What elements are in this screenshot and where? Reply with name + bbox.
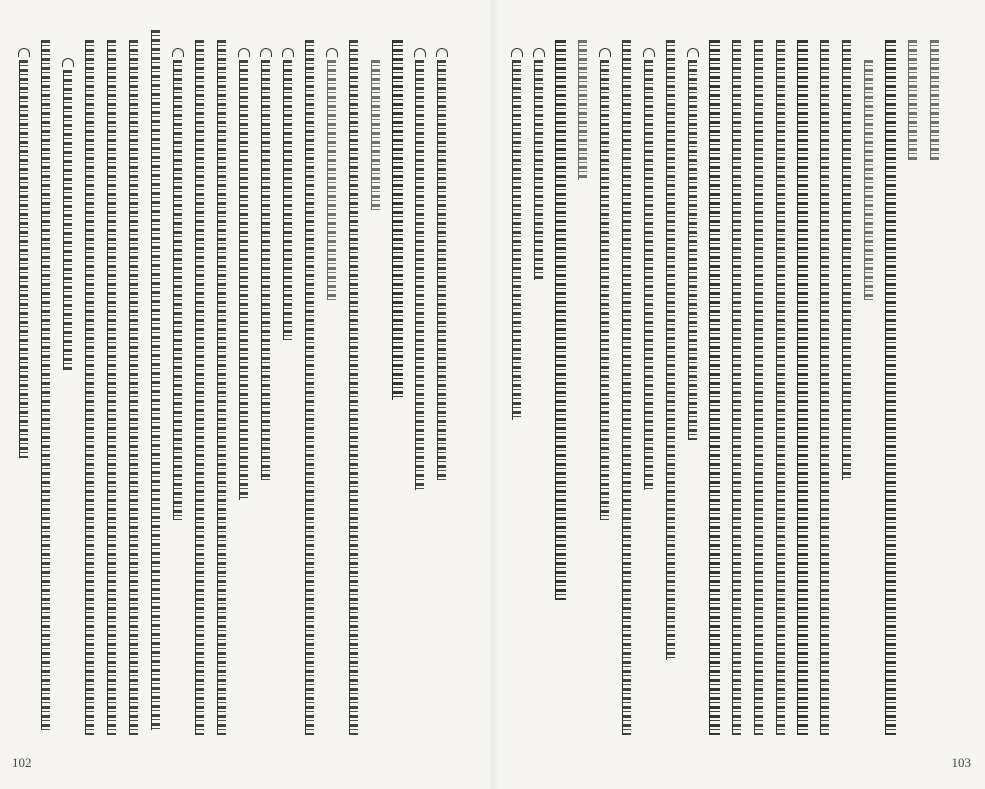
text-line — [324, 0, 338, 789]
text-line — [214, 0, 228, 789]
text-line — [126, 0, 140, 789]
text-line — [16, 0, 30, 789]
left-page — [0, 0, 492, 789]
text-line — [531, 0, 545, 789]
text-line — [619, 0, 633, 789]
text-line — [817, 0, 831, 789]
text-line — [412, 0, 426, 789]
text-line — [82, 0, 96, 789]
right-page — [493, 0, 985, 789]
text-line — [236, 0, 250, 789]
text-line — [751, 0, 765, 789]
text-line — [509, 0, 523, 789]
text-line — [60, 0, 74, 789]
text-line — [597, 0, 611, 789]
text-line — [148, 0, 162, 789]
text-line — [280, 0, 294, 789]
text-line — [663, 0, 677, 789]
text-line — [641, 0, 655, 789]
text-line — [258, 0, 272, 789]
text-line — [434, 0, 448, 789]
text-line — [883, 0, 897, 789]
text-line — [839, 0, 853, 789]
text-line — [773, 0, 787, 789]
text-line — [861, 0, 875, 789]
text-line — [346, 0, 360, 789]
text-line — [368, 0, 382, 789]
text-line — [685, 0, 699, 789]
text-line — [170, 0, 184, 789]
text-line — [553, 0, 567, 789]
text-line — [390, 0, 404, 789]
text-line — [104, 0, 118, 789]
right-page-number: 103 — [951, 755, 971, 770]
text-line — [192, 0, 206, 789]
text-line — [302, 0, 316, 789]
text-line — [729, 0, 743, 789]
text-line — [707, 0, 721, 789]
text-line — [38, 0, 52, 789]
text-line — [905, 0, 919, 789]
left-page-number: 102 — [12, 755, 32, 770]
text-line — [575, 0, 589, 789]
text-line — [795, 0, 809, 789]
text-line — [927, 0, 941, 789]
